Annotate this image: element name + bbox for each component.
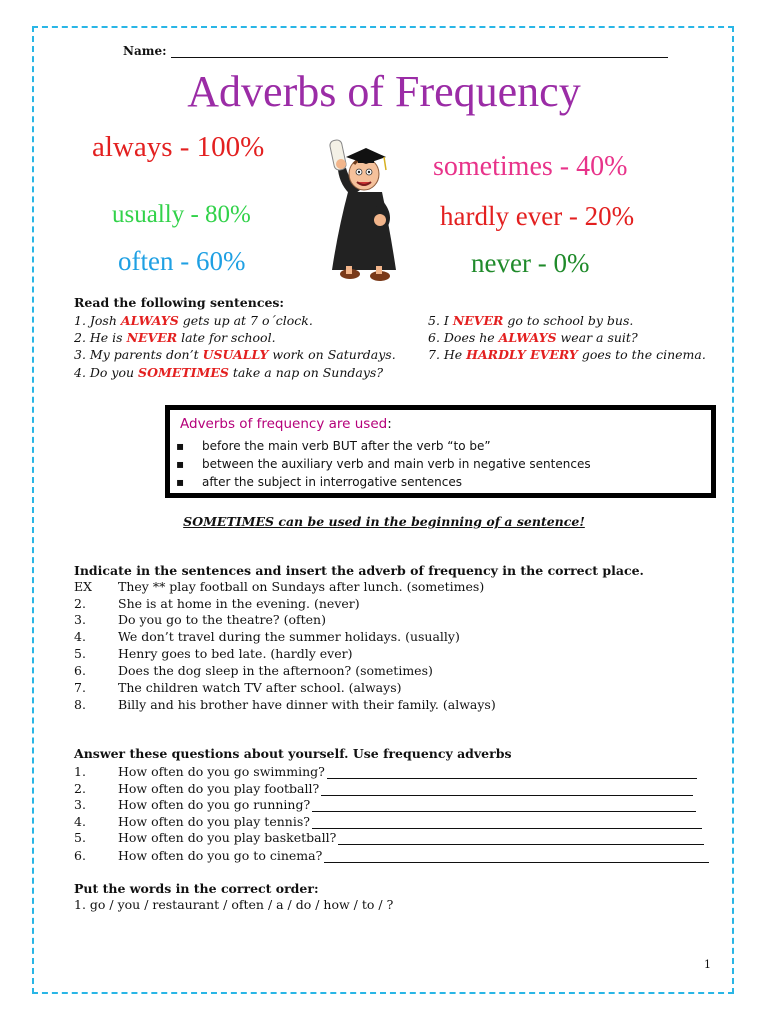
exercise3-heading: Put the words in the correct order: bbox=[74, 881, 319, 896]
exercise-item: 8. Billy and his brother have dinner with their family. (always) bbox=[74, 697, 496, 712]
read-sentence: 7. He HARDLY EVERY goes to the cinema. bbox=[428, 347, 706, 362]
question-item: 4. How often do you play tennis? bbox=[74, 814, 702, 829]
answer-line[interactable] bbox=[312, 799, 696, 812]
exercise1-heading: Indicate in the sentences and insert the adverb of frequency in the correct place. bbox=[74, 563, 644, 578]
exercise-item: 2. She is at home in the evening. (never) bbox=[74, 596, 360, 611]
exercise-item: EX They ** play football on Sundays after lunch. (sometimes) bbox=[74, 579, 485, 594]
answer-line[interactable] bbox=[327, 766, 697, 779]
question-item: 2. How often do you play football? bbox=[74, 781, 693, 796]
exercise-item: 6. Does the dog sleep in the afternoon? (sometimes) bbox=[74, 663, 433, 678]
rule-item: ▪ before the main verb BUT after the verb “to be” bbox=[202, 439, 491, 453]
name-line bbox=[171, 44, 668, 58]
read-sentence: 6. Does he ALWAYS wear a suit? bbox=[428, 330, 638, 345]
freq-usually: usually - 80% bbox=[112, 201, 251, 228]
answer-line[interactable] bbox=[338, 832, 704, 845]
freq-sometimes: sometimes - 40% bbox=[433, 151, 628, 182]
rules-title: Adverbs of frequency are used: bbox=[180, 416, 392, 432]
page-number: 1 bbox=[704, 958, 711, 971]
rule-item: ▪ between the auxiliary verb and main verb in negative sentences bbox=[202, 457, 591, 471]
word-order-item: 1. go / you / restaurant / often / a / do / how / to / ? bbox=[74, 897, 394, 912]
question-item: 1. How often do you go swimming? bbox=[74, 764, 697, 779]
exercise-item: 4. We don’t travel during the summer holidays. (usually) bbox=[74, 629, 460, 644]
freq-hardly-ever: hardly ever - 20% bbox=[440, 201, 635, 231]
sometimes-note: SOMETIMES can be used in the beginning of a sentence! bbox=[183, 514, 585, 529]
graduate-clipart bbox=[318, 130, 418, 285]
question-item: 3. How often do you go running? bbox=[74, 797, 696, 812]
rules-box bbox=[165, 405, 716, 498]
freq-always: always - 100% bbox=[92, 131, 265, 163]
answer-line[interactable] bbox=[312, 816, 702, 829]
exercise-item: 7. The children watch TV after school. (always) bbox=[74, 680, 402, 695]
exercise2-heading: Answer these questions about yourself. Use frequency adverbs bbox=[74, 746, 512, 761]
exercise-item: 3. Do you go to the theatre? (often) bbox=[74, 612, 326, 627]
read-sentence: 1. Josh ALWAYS gets up at 7 o´clock. bbox=[74, 313, 313, 328]
page-title: Adverbs of Frequency bbox=[187, 67, 581, 116]
read-heading: Read the following sentences: bbox=[74, 295, 285, 310]
freq-never: never - 0% bbox=[471, 248, 590, 278]
read-sentence: 2. He is NEVER late for school. bbox=[74, 330, 276, 345]
read-sentence: 5. I NEVER go to school by bus. bbox=[428, 313, 634, 328]
name-label: Name: bbox=[123, 44, 167, 58]
rule-item: ▪ after the subject in interrogative sentences bbox=[202, 475, 462, 489]
freq-often: often - 60% bbox=[118, 246, 246, 276]
read-sentence: 3. My parents don’t USUALLY work on Saturdays. bbox=[74, 347, 396, 362]
answer-line[interactable] bbox=[321, 783, 693, 796]
question-item: 6. How often do you go to cinema? bbox=[74, 848, 709, 863]
question-item: 5. How often do you play basketball? bbox=[74, 830, 704, 845]
name-field bbox=[123, 44, 668, 58]
answer-line[interactable] bbox=[324, 850, 709, 863]
exercise-item: 5. Henry goes to bed late. (hardly ever) bbox=[74, 646, 353, 661]
read-sentence: 4. Do you SOMETIMES take a nap on Sundays? bbox=[74, 365, 384, 380]
